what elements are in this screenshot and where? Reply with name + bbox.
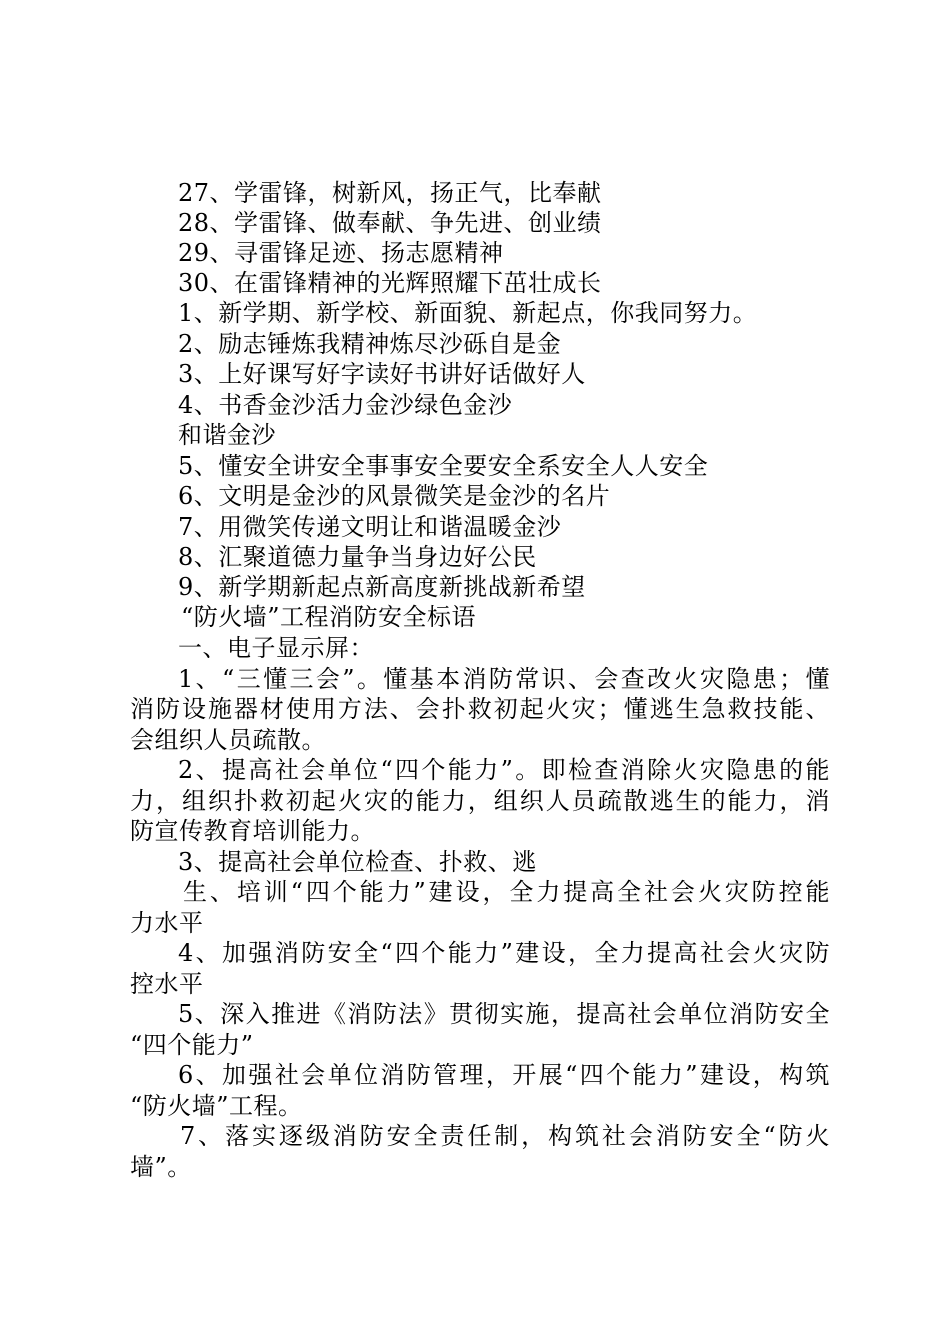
text-line: 会组织人员疏散。 [130, 726, 326, 754]
text-line: 8、汇聚道德力量争当身边好公民 [178, 543, 537, 571]
text-line: 5、深入推进《消防法》贯彻实施，提高社会单位消防安全 [178, 1000, 830, 1028]
text-line: 3、上好课写好字读好书讲好话做好人 [178, 360, 586, 388]
text-line: 墙”。 [130, 1153, 192, 1181]
text-line: “四个能力” [130, 1031, 254, 1059]
text-line: 27、学雷锋，树新风，扬正气，比奉献 [178, 179, 602, 207]
text-line: 1、新学期、新学校、新面貌、新起点，你我同努力。 [178, 299, 758, 327]
text-line: 和谐金沙 [178, 421, 276, 449]
text-line: 防宣传教育培训能力。 [130, 817, 375, 845]
text-line: 2、励志锤炼我精神炼尽沙砾自是金 [178, 330, 562, 358]
text-line: 控水平 [130, 970, 204, 998]
text-line: 4、书香金沙活力金沙绿色金沙 [178, 391, 513, 419]
section-title: “防火墙”工程消防安全标语 [181, 603, 477, 631]
text-line: 1、“三懂三会”。懂基本消防常识、会查改火灾隐患；懂 [178, 665, 830, 693]
text-line: 28、学雷锋、做奉献、争先进、创业绩 [178, 209, 602, 237]
text-line: 7、用微笑传递文明让和谐温暖金沙 [178, 513, 562, 541]
section-heading: 一、电子显示屏： [178, 634, 374, 662]
text-line: 3、提高社会单位检查、扑救、逃 [178, 848, 537, 876]
text-line: 6、文明是金沙的风景微笑是金沙的名片 [178, 482, 611, 510]
text-line: 7、落实逐级消防安全责任制，构筑社会消防安全“防火 [180, 1122, 830, 1150]
text-line: 力水平 [130, 909, 204, 937]
text-line: 5、懂安全讲安全事事安全要安全系安全人人安全 [178, 452, 709, 480]
text-line: 9、新学期新起点新高度新挑战新希望 [178, 573, 586, 601]
text-line: 6、加强社会单位消防管理，开展“四个能力”建设，构筑 [178, 1061, 830, 1089]
text-line: 29、寻雷锋足迹、扬志愿精神 [178, 239, 504, 267]
text-line: 4、加强消防安全“四个能力”建设，全力提高社会火灾防 [178, 939, 830, 967]
text-line: 力，组织扑救初起火灾的能力，组织人员疏散逃生的能力，消 [130, 787, 830, 815]
text-line: 生、培训“四个能力”建设，全力提高全社会火灾防控能 [183, 878, 830, 906]
text-line: “防火墙”工程。 [130, 1092, 303, 1120]
text-line: 30、在雷锋精神的光辉照耀下茁壮成长 [178, 269, 602, 297]
text-line: 2、提高社会单位“四个能力”。即检查消除火灾隐患的能 [178, 756, 830, 784]
text-line: 消防设施器材使用方法、会扑救初起火灾；懂逃生急救技能、 [130, 695, 830, 723]
